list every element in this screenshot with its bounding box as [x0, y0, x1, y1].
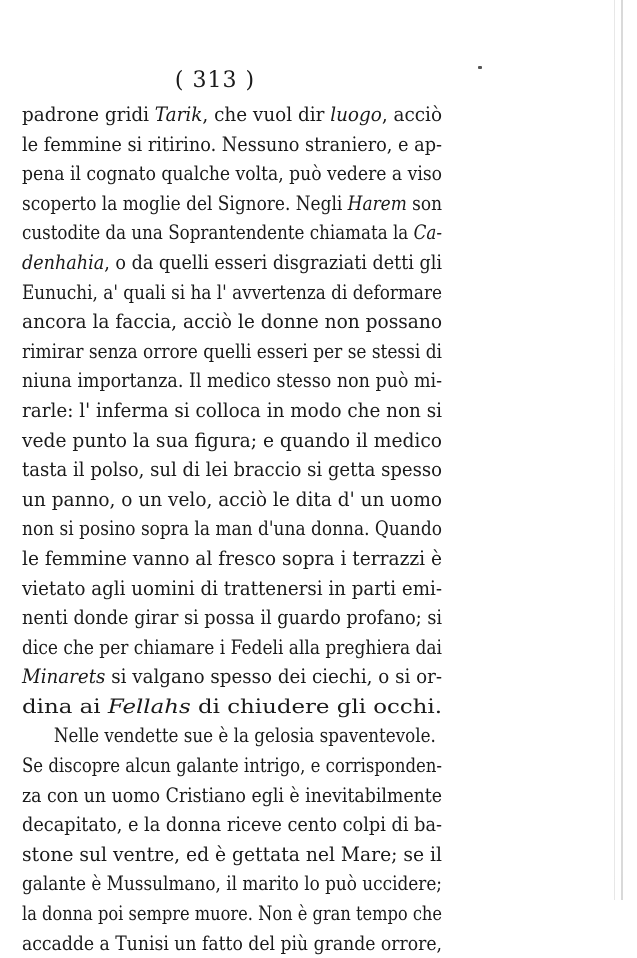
text-line	[22, 603, 443, 633]
text-line	[22, 248, 443, 278]
text-run: un panno, o un velo, acciò le dita d' un uomo	[22, 486, 443, 511]
text-line	[22, 751, 442, 781]
text-run: son	[406, 190, 442, 215]
text-line	[22, 781, 443, 811]
paragraph-2	[22, 721, 442, 958]
text-line	[22, 455, 443, 485]
text-run: padrone gridi	[22, 102, 155, 126]
page-edge-shadow-inner	[614, 0, 615, 900]
text-line	[22, 307, 443, 337]
text-run: le femmine si ritirino. Nessuno straniero, e ap-	[22, 131, 443, 156]
text-line	[22, 218, 442, 248]
italic-term: luogo	[330, 102, 382, 126]
text-line	[22, 662, 442, 692]
ink-speck	[478, 66, 482, 69]
text-run: scoperto la moglie del Signore. Negli	[22, 190, 348, 215]
text-line	[22, 544, 443, 574]
italic-term: Harem	[347, 190, 407, 215]
text-run: vietato agli uomini di trattenersi in parti emi-	[22, 575, 443, 600]
italic-term: Ca-	[413, 220, 442, 245]
text-line	[22, 189, 442, 219]
text-line	[22, 869, 443, 899]
text-run: ancora la faccia, acciò le donne non possano	[22, 309, 443, 334]
text-run: , acciò	[381, 102, 443, 126]
text-line	[22, 840, 443, 870]
paragraph-1	[22, 100, 442, 721]
text-line	[22, 426, 442, 456]
text-run: le femmine vanno al fresco sopra i terrazzi è	[22, 545, 443, 570]
text-line	[22, 337, 442, 367]
text-line	[22, 159, 443, 189]
text-run: vede punto la sua figura; e quando il medico	[22, 427, 442, 452]
text-run: , o da quelli esseri disgraziati detti gli	[104, 249, 443, 274]
text-run: niuna importanza. Il medico stesso non può mi-	[22, 368, 443, 393]
text-line	[22, 633, 443, 663]
text-run: custodite da una Soprantendente chiamata la	[22, 220, 414, 245]
text-run: Eunuchi, a' quali si ha l' avvertenza di deformare	[22, 279, 442, 304]
text-run: Se discopre alcun galante intrigo, e corrisponden-	[22, 753, 442, 778]
text-run: Nelle vendette sue è la gelosia spaventevole.	[53, 723, 436, 748]
text-run: di chiudere gli occhi.	[190, 693, 443, 718]
italic-term: denhahia	[22, 249, 105, 274]
text-body	[22, 100, 442, 958]
text-run: dina ai	[22, 693, 108, 718]
italic-term: Fellahs	[107, 693, 191, 718]
text-line	[22, 929, 443, 958]
text-line	[22, 810, 442, 840]
text-line	[22, 366, 443, 396]
text-run: accadde a Tunisi un fatto del più grande orrore,	[22, 930, 443, 955]
text-run: , che vuol dir	[202, 102, 331, 126]
italic-term: Minarets	[22, 664, 106, 689]
text-line	[22, 899, 443, 929]
text-line	[22, 692, 502, 722]
text-line	[22, 721, 436, 751]
text-run: decapitato, e la donna riceve cento colpi di ba-	[22, 812, 442, 837]
page-number: ( 313 )	[174, 68, 256, 93]
text-run: pena il cognato qualche volta, può vedere a viso	[22, 161, 443, 186]
text-run: galante è Mussulmano, il marito lo può uccidere;	[22, 871, 443, 896]
text-line	[22, 396, 443, 426]
text-run: non si posino sopra la man d'una donna. Quando	[22, 516, 443, 541]
text-run: za con un uomo Cristiano egli è inevitabilmente	[22, 782, 443, 807]
text-line	[22, 574, 443, 604]
text-run: dice che per chiamare i Fedeli alla preghiera dai	[22, 634, 443, 659]
text-line	[22, 130, 443, 160]
text-run: si valgano spesso dei ciechi, o si or-	[105, 664, 442, 689]
page-edge-shadow	[621, 0, 623, 900]
text-run: la donna poi sempre muore. Non è gran tempo che	[22, 901, 443, 926]
text-line	[22, 278, 442, 308]
text-line	[22, 514, 443, 544]
text-run: tasta il polso, sul di lei braccio si getta spesso	[22, 457, 443, 482]
text-run: rarle: l' inferma si colloca in modo che non si	[22, 397, 443, 422]
text-run: nenti donde girar si possa il guardo profano; si	[22, 605, 443, 630]
text-line	[22, 485, 443, 515]
italic-term: Tarik	[154, 102, 203, 126]
text-line	[22, 100, 443, 130]
text-run: stone sul ventre, ed è gettata nel Mare; se il	[22, 841, 443, 866]
text-run: rimirar senza orrore quelli esseri per se stessi di	[22, 338, 442, 363]
